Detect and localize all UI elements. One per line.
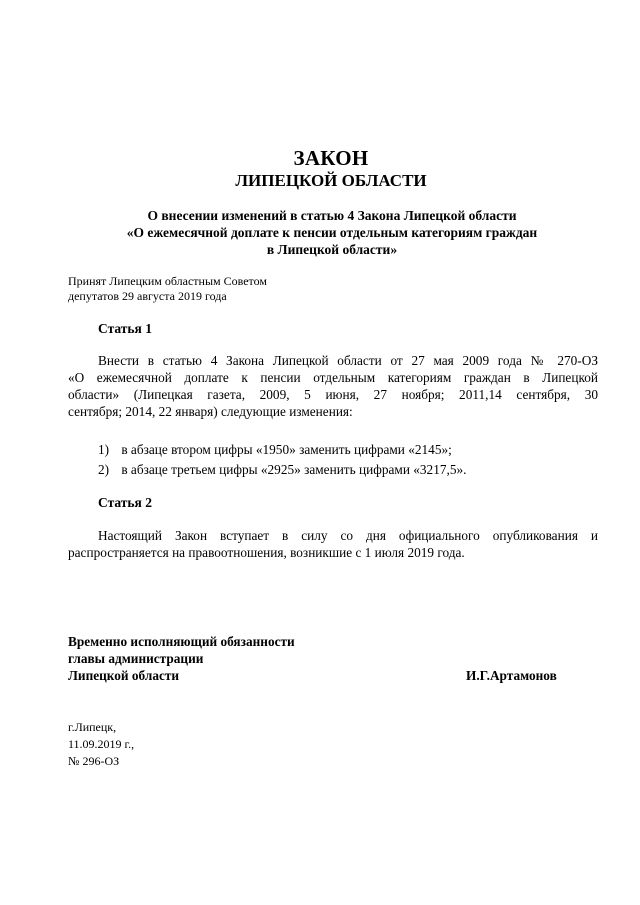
paragraph-line: распространяется на правоотношения, возникшие с 1 июля 2019 года.: [68, 545, 465, 560]
footer-number: № 296-ОЗ: [68, 754, 120, 768]
document-footer: [68, 719, 134, 770]
signatory-title: [68, 633, 295, 684]
article-1-text: [68, 352, 598, 420]
adoption-note: [68, 274, 267, 304]
document-region: ЛИПЕЦКОЙ ОБЛАСТИ: [235, 171, 427, 190]
article-1-heading: Статья 1: [98, 321, 152, 336]
article-2-text: [68, 527, 598, 561]
law-subject-line: «О ежемесячной доплате к пенсии отдельным категориям граждан: [126, 225, 538, 240]
list-item-text: в абзаце третьем цифры «2925» заменить цифрами «3217,5».: [121, 462, 467, 477]
list-item: [98, 440, 466, 460]
adoption-line: депутатов 29 августа 2019 года: [68, 289, 227, 303]
law-subject: [90, 207, 574, 258]
footer-place: г.Липецк,: [68, 720, 117, 734]
signatory-title-line: Липецкой области: [68, 668, 180, 683]
footer-date: 11.09.2019 г.,: [68, 737, 135, 751]
paragraph-line: «О ежемесячной доплате к пенсии отдельным категориям граждан в Липецкой: [68, 370, 598, 385]
law-subject-line: в Липецкой области»: [266, 242, 398, 257]
document-title: ЗАКОН: [293, 146, 369, 170]
paragraph-line: сентября; 2014, 22 января) следующие изменения:: [68, 404, 353, 419]
paragraph-line: Внести в статью 4 Закона Липецкой области от 27 мая 2009 года № 270-ОЗ: [98, 353, 598, 368]
signatory-title-line: Временно исполняющий обязанности: [68, 634, 295, 649]
amendments-list: [98, 440, 466, 480]
paragraph-line: области» (Липецкая газета, 2009, 5 июня, 27 ноября; 2011,14 сентября, 30: [68, 387, 598, 402]
list-item-text: в абзаце втором цифры «1950» заменить цифрами «2145»;: [121, 442, 452, 457]
law-subject-line: О внесении изменений в статью 4 Закона Липецкой области: [147, 208, 517, 223]
signatory-title-line: главы администрации: [68, 651, 204, 666]
article-2-heading: Статья 2: [98, 495, 152, 510]
list-item: [98, 460, 466, 480]
adoption-line: Принят Липецким областным Советом: [68, 274, 267, 288]
list-item-number: 2): [98, 462, 110, 477]
paragraph-line: Настоящий Закон вступает в силу со дня официального опубликования и: [98, 528, 598, 543]
signatory-name: И.Г.Артамонов: [466, 668, 557, 683]
list-item-number: 1): [98, 442, 110, 457]
